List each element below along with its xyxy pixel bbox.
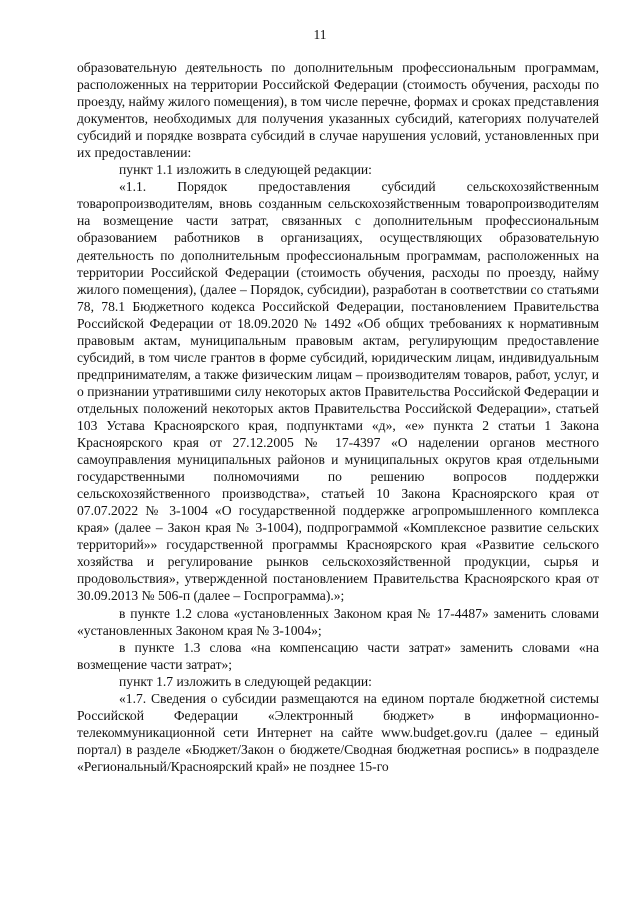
paragraph: в пункте 1.2 слова «установленных Законом края № 17-4487» заменить словами «установленных Законом края № 3-1004»;	[77, 605, 599, 638]
paragraph: в пункте 1.3 слова «на компенсацию части затрат» заменить словами «на возмещение части затрат»;	[77, 639, 599, 672]
page-number: 11	[313, 27, 327, 42]
paragraph: «1.1. Порядок предоставления субсидий сельскохозяйственным товаропроизводителям, вновь созданным сельскохозяйственным товаропроизводителям на возмещение части затрат, связанных с дополнительным профессиональным образованием работников в организациях, осуществляющих образовательную деятельность по дополнительным профессиональным программам, расположенных на территории Российской Федерации (стоимость обучения, расходы по проезду, найму жилого помещения), (далее – Порядок, субсидии), разработан в соответствии со статьями 78, 78.1 Бюджетного кодекса Российской Федерации, постановлением Правительства Российской Федерации от 18.09.2020 № 1492 «Об общих требованиях к нормативным правовым актам, муниципальным правовым актам, регулирующим предоставление субсидий, в том числе грантов в форме субсидий, юридическим лицам, индивидуальным предпринимателям, а также физическим лицам – производителям товаров, работ, услуг, и о признании утратившими силу некоторых актов Правительства Российской Федерации и отдельных положений некоторых актов Правительства Российской Федерации», статьей 103 Устава Красноярского края, подпунктами «д», «е» пункта 2 статьи 1 Закона Красноярского края от 27.12.2005 № 17-4397 «О наделении органов местного самоуправления муниципальных районов и муниципальных округов края отдельными государственными полномочиями по решению вопросов поддержки сельскохозяйственного производства», статьей 10 Закона Красноярского края от 07.07.2022 № 3-1004 «О государственной поддержке агропромышленного комплекса края» (далее – Закон края № 3-1004), подпрограммой «Комплексное развитие сельских территорий»» государственной программы Красноярского края «Развитие сельского хозяйства и регулирование рынков сельскохозяйственной продукции, сырья и продовольствия», утвержденной постановлением Правительства Красноярского края от 30.09.2013 № 506-п (далее – Госпрограмма).»;	[77, 179, 599, 604]
paragraph: образовательную деятельность по дополнительным профессиональным программам, расположенных на территории Российской Федерации (стоимость обучения, расходы по проезду, найму жилого помещения), в том числе перечне, формах и сроках представления документов, необходимых для получения указанных субсидий, категориях получателей субсидий и порядке возврата субсидий в случае нарушения условий, установленных при их предоставлении:	[77, 60, 599, 161]
paragraph: пункт 1.7 изложить в следующей редакции:	[119, 673, 372, 689]
document-body	[77, 59, 599, 775]
paragraph: пункт 1.1 изложить в следующей редакции:	[119, 162, 372, 178]
paragraph: «1.7. Сведения о субсидии размещаются на едином портале бюджетной системы Российской Федерации «Электронный бюджет» в информационно-телекоммуникационной сети Интернет на сайте www.budget.gov.ru (далее – единый портал) в разделе «Бюджет/Закон о бюджете/Сводная бюджетная роспись» в подразделе «Региональный/Красноярский край» не позднее 15-го	[77, 690, 599, 774]
